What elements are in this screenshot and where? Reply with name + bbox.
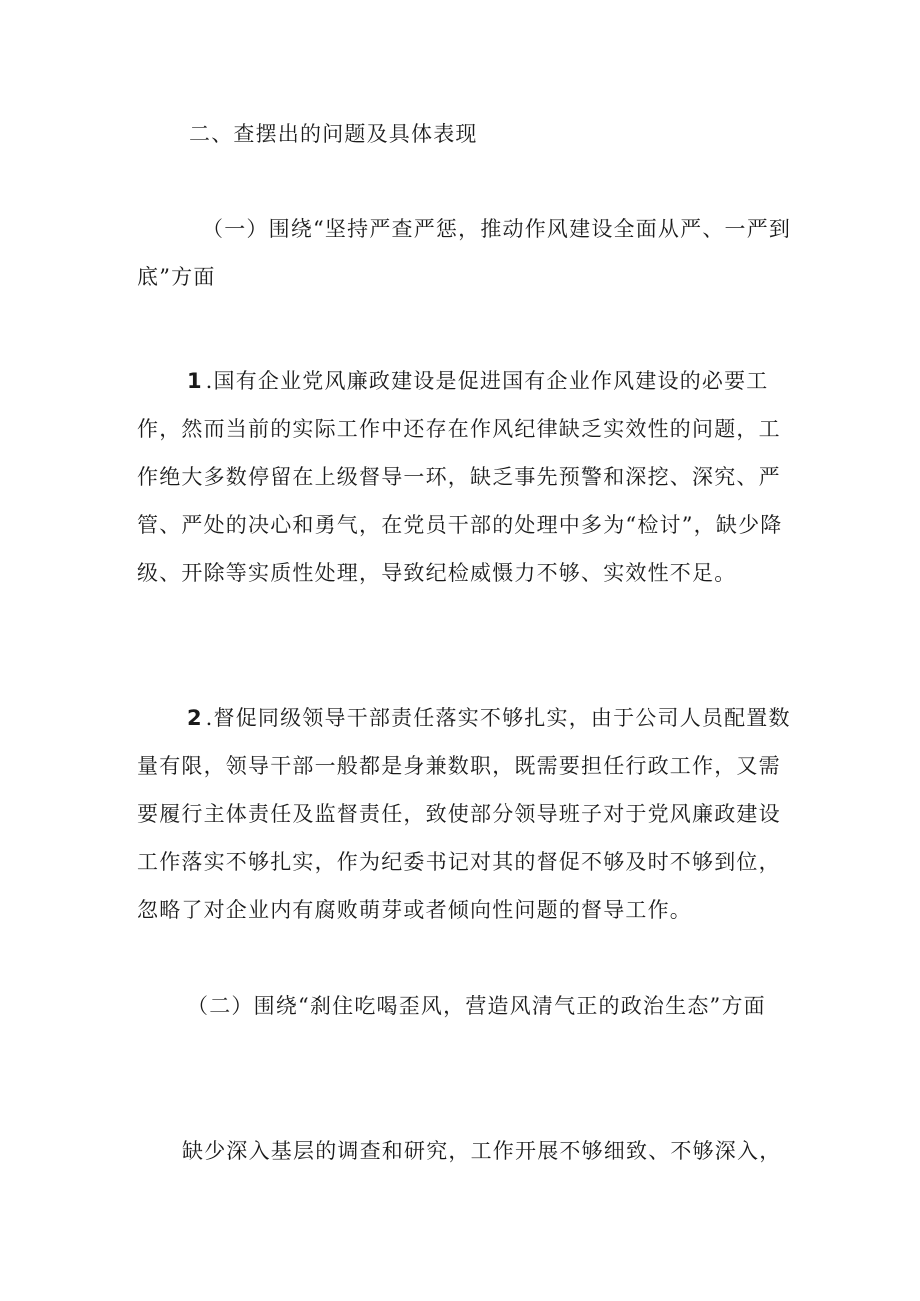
list-item-1	[137, 357, 797, 597]
subsection-heading-2: （二）围绕“刹住吃喝歪风，营造风清气正的政治生态”方面	[187, 994, 766, 1018]
list-item-2-text: .督促同级领导干部责任落实不够扎实，由于公司人员配置数量有限，领导干部一般都是身兼数职，既需要担任行政工作，又需要履行主体责任及监督责任，致使部分领导班子对于党风廉政建设工作落实不够扎实，作为纪委书记对其的督促不够及时不够到位，忽略了对企业内有腐败萌芽或者倾向性问题的督导工作。	[137, 706, 791, 922]
subsection-heading-1: （一）围绕“坚持严查严惩，推动作风建设全面从严、一严到底”方面	[137, 217, 792, 289]
list-item-1-number: 1	[187, 369, 202, 393]
list-item-2	[137, 694, 797, 934]
section-heading: 二、查摆出的问题及具体表现	[189, 122, 478, 146]
list-item-2-number: 2	[187, 706, 202, 730]
body-paragraph-3: 缺少深入基层的调查和研究，工作开展不够细致、不够深入，	[182, 1139, 782, 1163]
list-item-1-text: .国有企业党风廉政建设是促进国有企业作风建设的必要工作，然而当前的实际工作中还存在作风纪律缺乏实效性的问题，工作绝大多数停留在上级督导一环，缺乏事先预警和深挖、深究、严管、严处的决心和勇气，在党员干部的处理中多为“检讨”，缺少降级、开除等实质性处理，导致纪检威慑力不够、实效性不足。	[137, 369, 783, 585]
